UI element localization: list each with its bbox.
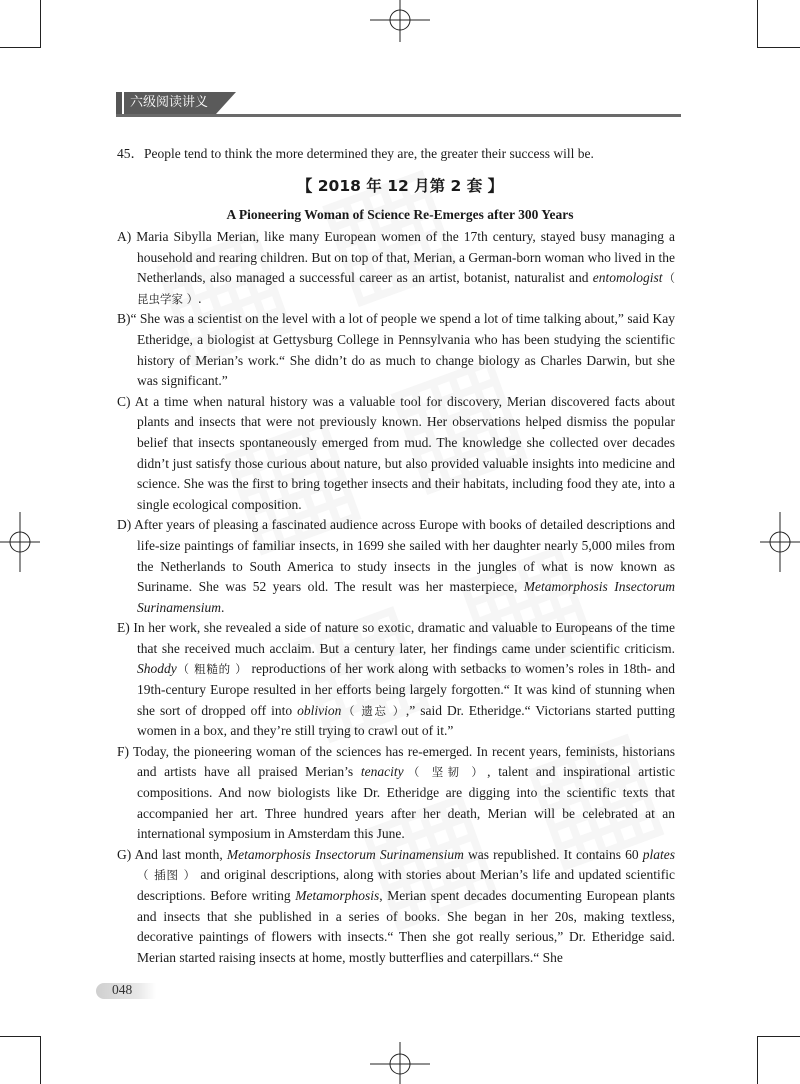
section-header-tab [116,92,236,114]
page-number-badge [96,981,156,1001]
para-d-book-title: Metamorphosis Insectorum Surinamensium [137,579,675,615]
para-g-cn-gloss: （ 插图 ） [137,868,197,883]
para-e-text-2: reproductions of her work along with setbacks to women’s roles in 18th- and 19th-century Europe resulted in her efforts being largely forgotten.“ It was kind of stunning when she sort of dropped off into [137,661,676,718]
article-body [117,227,675,968]
para-f-text-1: F) Today, the pioneering woman of the sciences has re-emerged. In recent years, feminists, historians and artists have all praised Merian’s [117,743,675,780]
para-f-cn-gloss: （ 坚韧 ） [403,765,488,780]
header-tab-tail [216,92,236,114]
para-a-text-end: . [198,290,202,306]
para-f-text-2: , talent and inspirational artistic compositions. And now biologists like Dr. Etheridge are digging into the scientific texts that accompanied her art. Three hundred years after her death, Merian will be celebrated at an international symposium in Amsterdam this June. [137,764,675,842]
para-e-cn-gloss-2: （ 遗忘 ） [341,703,406,718]
para-e-text-1: E) In her work, she revealed a side of nature so exotic, dramatic and valuable to Europeans of the time that she received much acclaim. But a century later, her findings came under scientific criticism. [117,620,675,656]
para-a-cn-gloss: （ 昆虫学家 ） [137,271,676,306]
article-title: A Pioneering Woman of Science Re-Emerges after 300 Years [226,207,574,222]
para-g-text-3: and original descriptions, along with stories about Merian’s life and updated scientific descriptions. Before writing [137,867,676,903]
para-e-text-3: ,” said Dr. Etheridge.“ Victorians started putting women in a box, and they’re still trying to crawl out of it.” [137,702,676,739]
paragraph-a [117,227,675,309]
registration-mark-left [0,512,40,572]
para-g-text-4: , Merian spent decades documenting European plants and insects that she published in a series of books. She began in her 20s, making textless, decorative paintings of flowers with insects.“ Then she got really serious,” Dr. Etheridge said. Merian started raising insects at home, mostly butterflies and caterpillars.“ She [137,888,675,965]
para-g-book-title-2: Metamorphosis [295,888,380,903]
para-g-text-1: G) And last month, [117,846,227,862]
paragraph-e [117,618,675,742]
paragraph-f [117,742,675,845]
para-a-text: A) Maria Sibylla Merian, like many European women of the 17th century, stayed busy managing a household and rearing children. But on top of that, Merian, a German-born woman who lived in the Netherlands, also managed a successful career as an artist, botanist, naturalist and [117,229,675,286]
registration-mark-bottom [370,1042,430,1084]
para-g-term: plates [642,846,675,862]
para-e-cn-gloss-1: （ 粗糙的 ） [176,662,248,677]
para-d-text-end: . [221,599,225,615]
registration-mark-top [370,0,430,42]
header-tab-bar [116,92,122,114]
paragraph-c: C) At a time when natural history was a valuable tool for discovery, Merian discovered facts about plants and insects that were not previously known. Her observations helped dismiss the popular belief that insects spontaneously emerged from mud. The knowledge she collected over decades didn’t just satisfy those curious about nature, but also provided valuable insights into medicine and science. She was the first to bring together insects and their habitats, including food they ate, into a single ecological composition. [117,393,675,512]
page-number: 048 [112,982,133,997]
para-f-term: tenacity [360,764,404,780]
set-title: 【 2018 年 12 月第 2 套 】 [296,177,504,195]
registration-mark-right [760,512,800,572]
paragraph-d [117,515,675,618]
para-e-term-2: oblivion [297,702,342,718]
para-a-term: entomologist [592,270,663,286]
para-g-book-title-1: Metamorphosis Insectorum Surinamensium [226,846,464,862]
para-e-term-1: Shoddy [137,661,177,677]
paragraph-b: B)“ She was a scientist on the level with a lot of people we spend a lot of time talking about,” said Kay Etheridge, a biologist at Gettysburg College in Pennsylvania who has been studying the scientific history of Merian’s work.“ She didn’t do as much to change biology as Charles Darwin, but she was significant.” [117,311,675,389]
para-d-text: D) After years of pleasing a fascinated audience across Europe with books of detailed descriptions and life-size paintings of familiar insects, in 1699 she sailed with her daughter nearly 5,000 miles from the Netherlands to South America to study insects in the jungles of what is now known as Suriname. She was 52 years old. The result was her masterpiece, [117,517,675,595]
header-rule [116,114,681,117]
para-g-text-2: was republished. It contains 60 [463,846,643,862]
question-45: 45．People tend to think the more determined they are, the greater their success will be. [117,146,594,161]
paragraph-g [117,845,675,969]
section-label: 六级阅读讲义 [124,92,216,114]
